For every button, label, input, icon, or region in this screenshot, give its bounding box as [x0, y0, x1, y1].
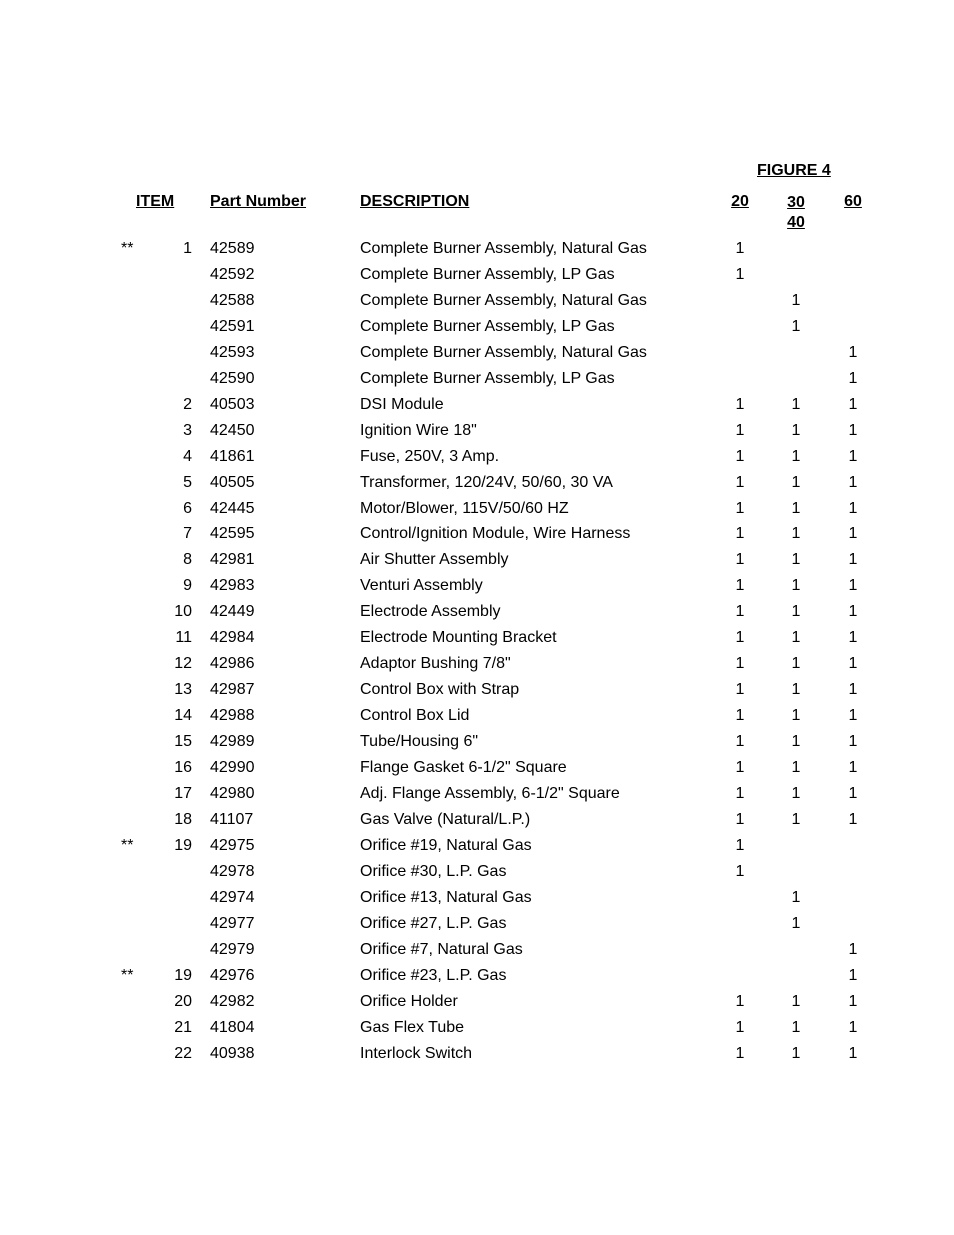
- note-marker: **: [121, 240, 134, 257]
- table-row: [0, 601, 954, 627]
- qty-model-20: 1: [735, 395, 745, 413]
- qty-model-30-40: 1: [791, 447, 801, 465]
- part-number: 42988: [210, 707, 255, 725]
- table-row: [0, 238, 954, 264]
- part-number: 42977: [210, 914, 255, 932]
- item-number: 1: [183, 240, 192, 257]
- table-row: [0, 290, 954, 316]
- qty-model-60: 1: [848, 733, 858, 751]
- item-number: 17: [174, 785, 192, 803]
- qty-model-60: 1: [848, 759, 858, 777]
- part-number: 42591: [210, 317, 255, 335]
- part-description: Complete Burner Assembly, LP Gas: [360, 265, 615, 283]
- qty-model-20: 1: [735, 836, 745, 854]
- item-number: 10: [174, 603, 192, 621]
- item-number: 14: [174, 707, 192, 725]
- qty-model-30-40: 1: [791, 681, 801, 699]
- table-row: [0, 861, 954, 887]
- qty-model-30-40: 1: [791, 499, 801, 517]
- part-description: Complete Burner Assembly, Natural Gas: [360, 343, 647, 361]
- qty-model-60: 1: [848, 577, 858, 595]
- qty-model-20: 1: [735, 992, 745, 1010]
- qty-model-60: 1: [848, 940, 858, 958]
- part-number: 42595: [210, 525, 255, 543]
- part-number: 40503: [210, 395, 255, 413]
- item-number: 6: [183, 499, 192, 517]
- part-number: 42974: [210, 888, 255, 906]
- item-number: 16: [174, 759, 192, 777]
- qty-model-30-40: 1: [791, 629, 801, 647]
- part-number: 41804: [210, 1018, 255, 1036]
- part-description: Gas Valve (Natural/L.P.): [360, 810, 531, 828]
- part-number: 40505: [210, 473, 255, 491]
- qty-model-60: 1: [848, 785, 858, 803]
- qty-model-60: 1: [848, 421, 858, 439]
- qty-model-20: 1: [735, 1044, 745, 1062]
- item-number: 13: [174, 681, 192, 699]
- qty-model-60: 1: [848, 629, 858, 647]
- part-number: 41861: [210, 447, 255, 465]
- part-description: Adaptor Bushing 7/8": [360, 655, 511, 673]
- part-description: Electrode Mounting Bracket: [360, 629, 557, 647]
- part-description: Orifice #19, Natural Gas: [360, 836, 532, 854]
- table-row: [0, 342, 954, 368]
- qty-model-20: 1: [735, 577, 745, 595]
- note-marker: **: [121, 966, 134, 984]
- qty-model-20: 1: [735, 785, 745, 803]
- qty-model-30-40: 1: [791, 577, 801, 595]
- part-description: Air Shutter Assembly: [360, 551, 509, 569]
- qty-model-20: 1: [735, 551, 745, 569]
- qty-model-30-40: 1: [791, 914, 801, 932]
- part-number: 42990: [210, 759, 255, 777]
- qty-model-30-40: 1: [791, 395, 801, 413]
- table-row: [0, 1017, 954, 1043]
- item-number: 7: [183, 525, 192, 543]
- table-row: [0, 549, 954, 575]
- part-description: Venturi Assembly: [360, 577, 483, 595]
- part-description: Control/Ignition Module, Wire Harness: [360, 525, 631, 543]
- figure-title: FIGURE 4: [757, 162, 831, 179]
- table-row: [0, 368, 954, 394]
- part-description: Adj. Flange Assembly, 6-1/2" Square: [360, 785, 620, 803]
- item-number: 9: [183, 577, 192, 595]
- qty-model-60: 1: [848, 1018, 858, 1036]
- qty-model-20: 1: [735, 525, 745, 543]
- part-description: Orifice #13, Natural Gas: [360, 888, 532, 906]
- item-number: 22: [174, 1044, 192, 1062]
- part-description: Complete Burner Assembly, Natural Gas: [360, 291, 647, 309]
- qty-model-60: 1: [848, 603, 858, 621]
- header-model-30-40: [786, 193, 806, 233]
- item-number: 4: [183, 447, 192, 465]
- part-number: 41107: [210, 810, 254, 828]
- item-number: 21: [174, 1018, 192, 1036]
- header-description: DESCRIPTION: [360, 193, 470, 210]
- part-number: 42445: [210, 499, 255, 517]
- qty-model-60: 1: [848, 1044, 858, 1062]
- table-row: [0, 679, 954, 705]
- part-description: Control Box with Strap: [360, 681, 520, 699]
- part-number: 42983: [210, 577, 255, 595]
- table-row: [0, 575, 954, 601]
- qty-model-30-40: 1: [791, 473, 801, 491]
- table-row: [0, 705, 954, 731]
- part-number: 42590: [210, 369, 255, 387]
- part-number: 42982: [210, 992, 255, 1010]
- qty-model-30-40: 1: [791, 733, 801, 751]
- qty-model-60: 1: [848, 707, 858, 725]
- table-row: [0, 472, 954, 498]
- part-description: Fuse, 250V, 3 Amp.: [360, 447, 500, 465]
- qty-model-30-40: 1: [791, 603, 801, 621]
- qty-model-30-40: 1: [791, 291, 801, 309]
- item-number: 18: [174, 810, 192, 828]
- qty-model-60: 1: [848, 992, 858, 1010]
- qty-model-60: 1: [848, 395, 858, 413]
- qty-model-60: 1: [848, 499, 858, 517]
- part-description: Electrode Assembly: [360, 603, 501, 621]
- part-description: Orifice #7, Natural Gas: [360, 940, 523, 958]
- part-number: 42978: [210, 862, 255, 880]
- item-number: 20: [174, 992, 192, 1010]
- table-row: [0, 498, 954, 524]
- table-row: [0, 757, 954, 783]
- part-number: 40938: [210, 1044, 255, 1062]
- qty-model-20: 1: [735, 447, 745, 465]
- qty-model-60: 1: [848, 343, 858, 361]
- table-row: [0, 523, 954, 549]
- table-row: [0, 965, 954, 991]
- qty-model-20: 1: [735, 240, 745, 257]
- header-part-number: Part Number: [210, 193, 307, 210]
- table-row: [0, 627, 954, 653]
- qty-model-30-40: 1: [791, 992, 801, 1010]
- part-description: Orifice #23, L.P. Gas: [360, 966, 507, 984]
- qty-model-30-40: 1: [791, 1044, 801, 1062]
- qty-model-30-40: 1: [791, 759, 801, 777]
- part-description: Flange Gasket 6-1/2" Square: [360, 759, 567, 777]
- qty-model-20: 1: [735, 265, 745, 283]
- qty-model-20: 1: [735, 810, 745, 828]
- part-number: 42975: [210, 836, 255, 854]
- part-description: Complete Burner Assembly, Natural Gas: [360, 240, 647, 257]
- qty-model-30-40: 1: [791, 810, 801, 828]
- qty-model-30-40: 1: [791, 551, 801, 569]
- table-row: [0, 420, 954, 446]
- table-row: [0, 731, 954, 757]
- qty-model-30-40: 1: [791, 707, 801, 725]
- table-row: [0, 446, 954, 472]
- qty-model-20: 1: [735, 499, 745, 517]
- table-row: [0, 939, 954, 965]
- qty-model-20: 1: [735, 473, 745, 491]
- qty-model-20: 1: [735, 733, 745, 751]
- part-description: Motor/Blower, 115V/50/60 HZ: [360, 499, 569, 517]
- part-number: 42979: [210, 940, 255, 958]
- part-description: Orifice Holder: [360, 992, 458, 1010]
- qty-model-60: 1: [848, 551, 858, 569]
- part-number: 42986: [210, 655, 255, 673]
- part-number: 42981: [210, 551, 255, 569]
- table-row: [0, 394, 954, 420]
- table-row: [0, 913, 954, 939]
- qty-model-20: 1: [735, 862, 745, 880]
- part-number: 42588: [210, 291, 255, 309]
- header-model-40: 40: [787, 214, 805, 231]
- header-item: ITEM: [136, 193, 175, 210]
- qty-model-20: 1: [735, 629, 745, 647]
- part-description: Gas Flex Tube: [360, 1018, 465, 1036]
- part-number: 42592: [210, 265, 255, 283]
- part-description: Complete Burner Assembly, LP Gas: [360, 369, 615, 387]
- part-description: Interlock Switch: [360, 1044, 473, 1062]
- item-number: 15: [174, 733, 192, 751]
- item-number: 11: [175, 629, 192, 647]
- note-marker: **: [121, 836, 134, 854]
- part-number: 42589: [210, 240, 255, 257]
- item-number: 19: [174, 966, 192, 984]
- header-model-30: 30: [787, 194, 805, 211]
- table-row: [0, 264, 954, 290]
- table-row: [0, 1043, 954, 1069]
- part-number: 42987: [210, 681, 255, 699]
- qty-model-60: 1: [848, 369, 858, 387]
- qty-model-30-40: 1: [791, 1018, 801, 1036]
- qty-model-30-40: 1: [791, 421, 801, 439]
- part-number: 42449: [210, 603, 255, 621]
- part-description: Orifice #27, L.P. Gas: [360, 914, 507, 932]
- qty-model-30-40: 1: [791, 525, 801, 543]
- item-number: 3: [183, 421, 192, 439]
- part-description: Orifice #30, L.P. Gas: [360, 862, 507, 880]
- qty-model-20: 1: [735, 681, 745, 699]
- part-description: Transformer, 120/24V, 50/60, 30 VA: [360, 473, 613, 491]
- qty-model-60: 1: [848, 447, 858, 465]
- qty-model-60: 1: [848, 473, 858, 491]
- qty-model-60: 1: [848, 681, 858, 699]
- table-row: [0, 783, 954, 809]
- item-number: 19: [174, 836, 192, 854]
- table-row: [0, 991, 954, 1017]
- qty-model-20: 1: [735, 421, 745, 439]
- table-row: [0, 809, 954, 835]
- part-description: Ignition Wire 18": [360, 421, 477, 439]
- item-number: 12: [174, 655, 192, 673]
- qty-model-30-40: 1: [791, 317, 801, 335]
- part-description: Control Box Lid: [360, 707, 470, 725]
- qty-model-60: 1: [848, 525, 858, 543]
- part-description: Tube/Housing 6": [360, 733, 479, 751]
- qty-model-60: 1: [848, 810, 858, 828]
- parts-table: [0, 238, 954, 1069]
- part-number: 42989: [210, 733, 255, 751]
- qty-model-20: 1: [735, 655, 745, 673]
- part-number: 42976: [210, 966, 255, 984]
- part-number: 42984: [210, 629, 255, 647]
- item-number: 2: [183, 395, 192, 413]
- item-number: 8: [183, 551, 192, 569]
- part-number: 42450: [210, 421, 255, 439]
- table-row: [0, 835, 954, 861]
- header-model-20: 20: [731, 193, 749, 210]
- qty-model-60: 1: [848, 966, 858, 984]
- qty-model-30-40: 1: [791, 655, 801, 673]
- part-number: 42980: [210, 785, 255, 803]
- header-model-60: 60: [844, 193, 862, 210]
- qty-model-20: 1: [735, 707, 745, 725]
- part-number: 42593: [210, 343, 255, 361]
- qty-model-60: 1: [848, 655, 858, 673]
- part-description: DSI Module: [360, 395, 444, 413]
- qty-model-30-40: 1: [791, 785, 801, 803]
- qty-model-20: 1: [735, 759, 745, 777]
- table-row: [0, 887, 954, 913]
- qty-model-20: 1: [735, 603, 745, 621]
- qty-model-30-40: 1: [791, 888, 801, 906]
- item-number: 5: [183, 473, 192, 491]
- qty-model-20: 1: [735, 1018, 745, 1036]
- table-row: [0, 653, 954, 679]
- part-description: Complete Burner Assembly, LP Gas: [360, 317, 615, 335]
- table-row: [0, 316, 954, 342]
